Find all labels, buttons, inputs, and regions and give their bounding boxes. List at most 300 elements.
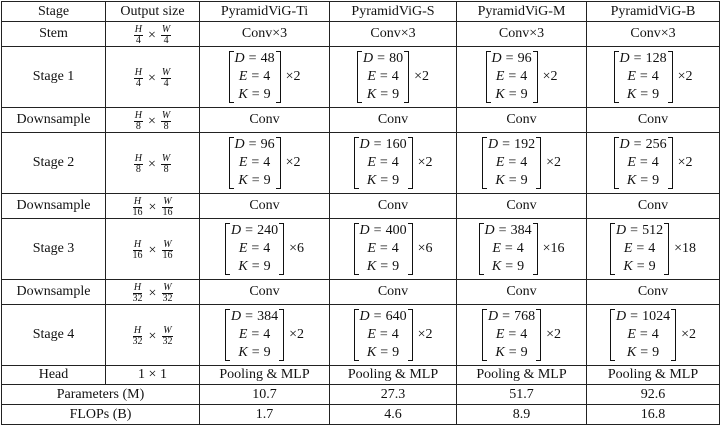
matrix-row-e xyxy=(616,326,670,344)
param-symbol: K xyxy=(238,259,248,274)
config-matrix xyxy=(357,50,409,104)
config-matrix xyxy=(482,308,541,362)
param-value: 160 xyxy=(385,137,407,152)
param-symbol: K xyxy=(626,345,637,360)
output-size xyxy=(130,326,176,347)
matrix-row-k xyxy=(492,86,532,104)
repeat-count: ×16 xyxy=(542,241,565,256)
times-symbol: × xyxy=(147,113,156,129)
param-symbol: E xyxy=(495,327,505,342)
config-matrix xyxy=(479,222,538,276)
height-fraction-numerator: H xyxy=(133,196,142,207)
param-value: 80 xyxy=(389,51,404,66)
cell-pyramidvig-ti: Conv xyxy=(200,108,330,133)
cell-pyramidvig-b: Conv×3 xyxy=(587,22,720,47)
matrix-row-k xyxy=(235,172,275,190)
param-symbol: D xyxy=(359,137,370,152)
matrix-row-k xyxy=(231,258,278,276)
equals-sign: = xyxy=(251,87,260,102)
param-symbol: D xyxy=(359,223,370,238)
param-symbol: K xyxy=(366,173,377,188)
width-fraction xyxy=(161,283,173,304)
config-matrix xyxy=(229,50,281,104)
cell-pyramidvig-b: Conv xyxy=(587,108,720,133)
table-row xyxy=(2,280,720,305)
param-value: 768 xyxy=(514,309,536,324)
param-symbol: K xyxy=(366,87,377,102)
matrix-row-d xyxy=(231,222,278,240)
stage-name: Stage 4 xyxy=(2,305,106,366)
param-value: 9 xyxy=(263,345,271,360)
cell-pyramidvig-m xyxy=(457,47,587,108)
repeat-count: ×2 xyxy=(414,69,429,84)
repeat-count: ×2 xyxy=(677,69,693,84)
header-pyramidvig-m: PyramidViG-M xyxy=(457,2,587,22)
width-fraction xyxy=(161,326,173,347)
cell-pyramidvig-m: Conv xyxy=(457,194,587,219)
cell-pyramidvig-ti: Conv xyxy=(200,194,330,219)
param-symbol: D xyxy=(234,51,245,66)
matrix-row-k xyxy=(363,86,403,104)
table-row xyxy=(2,22,720,47)
param-symbol: E xyxy=(238,327,248,342)
width-fraction-numerator: W xyxy=(161,67,171,78)
repeat-count: ×2 xyxy=(289,327,304,342)
equals-sign: = xyxy=(251,155,260,170)
width-fraction-numerator: W xyxy=(161,24,171,35)
equals-sign: = xyxy=(633,137,642,152)
table-row xyxy=(2,133,720,194)
param-value: 96 xyxy=(260,137,275,152)
header-pyramidvig-ti: PyramidViG-Ti xyxy=(200,2,330,22)
matrix-row-k xyxy=(488,344,535,362)
param-symbol: E xyxy=(495,155,505,170)
height-fraction-numerator: H xyxy=(133,282,142,293)
param-value: 9 xyxy=(652,345,660,360)
matrix-row-k xyxy=(235,86,275,104)
matrix-row-d xyxy=(360,222,407,240)
matrix-row-e xyxy=(235,68,275,86)
param-value: 4 xyxy=(263,327,271,342)
config-matrix xyxy=(486,50,538,104)
matrix-row-e xyxy=(616,240,663,258)
cell-pyramidvig-s xyxy=(330,47,457,108)
matrix-row-d xyxy=(231,308,278,326)
param-value: 9 xyxy=(263,173,271,188)
equals-sign: = xyxy=(505,51,514,66)
matrix-row-k xyxy=(488,172,535,190)
equals-sign: = xyxy=(379,155,388,170)
equals-sign: = xyxy=(248,137,257,152)
equals-sign: = xyxy=(245,223,254,238)
width-fraction-denominator: 16 xyxy=(162,207,173,218)
height-fraction-denominator: 4 xyxy=(135,35,141,46)
matrix-row-d xyxy=(492,50,532,68)
config-matrix xyxy=(614,136,673,190)
output-size-cell xyxy=(106,108,200,133)
output-size-cell xyxy=(106,47,200,108)
header-pyramidvig-s: PyramidViG-S xyxy=(330,2,457,22)
param-symbol: K xyxy=(495,173,505,188)
equals-sign: = xyxy=(508,173,517,188)
equals-sign: = xyxy=(251,327,260,342)
equals-sign: = xyxy=(505,259,514,274)
width-fraction-numerator: W xyxy=(163,282,172,293)
width-fraction-denominator: 4 xyxy=(163,35,169,46)
height-fraction xyxy=(132,283,144,304)
times-symbol: × xyxy=(148,199,157,215)
param-value: 4 xyxy=(391,155,399,170)
equals-sign: = xyxy=(248,51,257,66)
matrix-row-d xyxy=(616,308,670,326)
equals-sign: = xyxy=(373,223,382,238)
matrix-row-d xyxy=(363,50,403,68)
cell-pyramidvig-s: Conv×3 xyxy=(330,22,457,47)
cell-pyramidvig-m: Pooling & MLP xyxy=(457,366,587,385)
output-size xyxy=(132,154,173,175)
stage-name: Stage 3 xyxy=(2,219,106,280)
equals-sign: = xyxy=(639,155,648,170)
equals-sign: = xyxy=(508,69,517,84)
equals-sign: = xyxy=(639,327,648,342)
cell-pyramidvig-s xyxy=(330,219,457,280)
cell-pyramidvig-s xyxy=(330,133,457,194)
times-symbol: × xyxy=(148,285,157,301)
param-symbol: E xyxy=(367,327,376,342)
equals-sign: = xyxy=(380,87,389,102)
equals-sign: = xyxy=(377,51,386,66)
cell-pyramidvig-ti xyxy=(200,219,330,280)
cell-pyramidvig-s: Conv xyxy=(330,280,457,305)
matrix-row-k xyxy=(360,172,407,190)
table-row xyxy=(2,47,720,108)
param-symbol: D xyxy=(616,309,627,324)
param-symbol: K xyxy=(626,173,637,188)
repeat-count: ×6 xyxy=(417,241,433,256)
cell-pyramidvig-m: 8.9 xyxy=(457,405,587,425)
equals-sign: = xyxy=(379,241,388,256)
param-symbol: K xyxy=(238,345,248,360)
param-value: 4 xyxy=(520,327,528,342)
width-fraction xyxy=(161,25,171,46)
param-value: 9 xyxy=(648,259,656,274)
param-value: 9 xyxy=(520,173,528,188)
matrix-row-d xyxy=(616,222,663,240)
table-row xyxy=(2,219,720,280)
equals-sign: = xyxy=(630,309,639,324)
table-row xyxy=(2,108,720,133)
equals-sign: = xyxy=(636,241,645,256)
equals-sign: = xyxy=(502,137,511,152)
config-matrix xyxy=(354,308,413,362)
height-fraction-numerator: H xyxy=(134,24,142,35)
cell-pyramidvig-m: Conv xyxy=(457,108,587,133)
config-matrix xyxy=(354,136,413,190)
block-config xyxy=(357,50,429,104)
output-size-cell xyxy=(106,22,200,47)
equals-sign: = xyxy=(508,87,517,102)
output-size xyxy=(132,25,173,46)
equals-sign: = xyxy=(639,69,648,84)
cell-pyramidvig-m xyxy=(457,305,587,366)
param-value: 9 xyxy=(517,259,525,274)
equals-sign: = xyxy=(640,345,649,360)
param-symbol: E xyxy=(495,69,505,84)
width-fraction-numerator: W xyxy=(161,110,171,121)
param-value: 9 xyxy=(520,87,528,102)
param-value: 4 xyxy=(648,241,656,256)
equals-sign: = xyxy=(379,327,388,342)
param-value: 9 xyxy=(263,259,271,274)
matrix-row-e xyxy=(231,240,278,258)
matrix-row-d xyxy=(235,50,275,68)
output-size xyxy=(130,197,176,218)
cell-pyramidvig-b xyxy=(587,47,720,108)
param-symbol: D xyxy=(616,223,627,238)
param-symbol: D xyxy=(491,51,502,66)
width-fraction-denominator: 8 xyxy=(163,164,169,175)
param-symbol: E xyxy=(627,155,636,170)
repeat-count: ×2 xyxy=(681,327,696,342)
block-config xyxy=(610,308,696,362)
param-value: 4 xyxy=(391,241,399,256)
table-body xyxy=(2,22,720,425)
matrix-row-e xyxy=(363,68,403,86)
matrix-row-d xyxy=(485,222,532,240)
param-value: 4 xyxy=(651,327,659,342)
cell-pyramidvig-s: 4.6 xyxy=(330,405,457,425)
height-fraction-numerator: H xyxy=(134,153,142,164)
equals-sign: = xyxy=(380,345,389,360)
config-matrix xyxy=(225,222,284,276)
cell-pyramidvig-ti: 10.7 xyxy=(200,385,330,405)
height-fraction xyxy=(132,197,144,218)
equals-sign: = xyxy=(380,173,389,188)
matrix-row-d xyxy=(620,50,667,68)
matrix-row-e xyxy=(235,154,275,172)
output-size-cell xyxy=(106,280,200,305)
cell-pyramidvig-ti xyxy=(200,305,330,366)
cell-pyramidvig-b: 16.8 xyxy=(587,405,720,425)
param-value: 9 xyxy=(652,87,660,102)
width-fraction-denominator: 32 xyxy=(162,336,173,347)
matrix-row-e xyxy=(485,240,532,258)
output-size-cell xyxy=(106,219,200,280)
param-value: 512 xyxy=(642,223,664,238)
param-symbol: E xyxy=(238,69,248,84)
matrix-row-d xyxy=(488,308,535,326)
stage-name: Stage 2 xyxy=(2,133,106,194)
equals-sign: = xyxy=(380,259,389,274)
matrix-row-k xyxy=(616,344,670,362)
param-symbol: E xyxy=(627,327,636,342)
height-fraction-denominator: 32 xyxy=(132,293,143,304)
times-symbol: × xyxy=(147,70,156,86)
config-matrix xyxy=(482,136,541,190)
equals-sign: = xyxy=(640,173,649,188)
footer-label: Parameters (M) xyxy=(2,385,200,405)
matrix-row-e xyxy=(488,154,535,172)
param-value: 9 xyxy=(392,259,400,274)
param-symbol: E xyxy=(627,69,636,84)
param-symbol: D xyxy=(359,309,370,324)
param-symbol: E xyxy=(492,241,501,256)
equals-sign: = xyxy=(640,87,649,102)
footer-label: FLOPs (B) xyxy=(2,405,200,425)
equals-sign: = xyxy=(508,345,517,360)
config-matrix xyxy=(614,50,673,104)
param-symbol: D xyxy=(488,137,499,152)
matrix-row-d xyxy=(488,136,535,154)
matrix-row-e xyxy=(620,154,667,172)
matrix-row-k xyxy=(616,258,663,276)
stage-name: Downsample xyxy=(2,280,106,305)
param-value: 4 xyxy=(520,69,528,84)
matrix-row-e xyxy=(492,68,532,86)
param-symbol: K xyxy=(623,259,633,274)
param-symbol: E xyxy=(238,241,248,256)
equals-sign: = xyxy=(508,155,517,170)
width-fraction-numerator: W xyxy=(163,196,172,207)
param-symbol: D xyxy=(234,137,245,152)
height-fraction-denominator: 8 xyxy=(135,121,141,132)
param-symbol: D xyxy=(619,51,630,66)
equals-sign: = xyxy=(373,309,382,324)
architecture-table xyxy=(1,1,720,425)
stage-name: Downsample xyxy=(2,194,106,219)
width-fraction xyxy=(161,154,171,175)
height-fraction-numerator: H xyxy=(134,110,142,121)
param-value: 640 xyxy=(385,309,407,324)
param-symbol: D xyxy=(363,51,374,66)
block-config xyxy=(354,222,433,276)
header-stage: Stage xyxy=(2,2,106,22)
matrix-row-d xyxy=(360,136,407,154)
output-size xyxy=(132,68,173,89)
output-size-cell xyxy=(106,366,200,385)
param-value: 4 xyxy=(651,69,659,84)
stage-name: Stem xyxy=(2,22,106,47)
matrix-row-d xyxy=(620,136,667,154)
repeat-count: ×2 xyxy=(546,155,561,170)
matrix-row-k xyxy=(360,344,407,362)
repeat-count: ×2 xyxy=(417,327,433,342)
height-fraction-denominator: 4 xyxy=(135,78,141,89)
matrix-row-e xyxy=(360,326,407,344)
param-symbol: E xyxy=(238,155,248,170)
block-config xyxy=(354,308,433,362)
param-value: 1024 xyxy=(642,309,671,324)
repeat-count: ×2 xyxy=(542,69,558,84)
cell-pyramidvig-m: Conv xyxy=(457,280,587,305)
equals-sign: = xyxy=(630,223,639,238)
equals-sign: = xyxy=(245,309,254,324)
param-value: 4 xyxy=(651,155,659,170)
equals-sign: = xyxy=(508,327,517,342)
param-symbol: D xyxy=(488,309,499,324)
cell-pyramidvig-b xyxy=(587,219,720,280)
matrix-row-k xyxy=(620,86,667,104)
param-value: 128 xyxy=(645,51,667,66)
param-symbol: E xyxy=(623,241,633,256)
width-fraction xyxy=(161,68,171,89)
output-size xyxy=(130,240,176,261)
config-matrix xyxy=(225,308,284,362)
param-value: 96 xyxy=(517,51,532,66)
block-config xyxy=(225,308,304,362)
matrix-row-e xyxy=(620,68,667,86)
width-fraction xyxy=(161,111,171,132)
block-config xyxy=(479,222,565,276)
param-symbol: K xyxy=(366,259,377,274)
block-config xyxy=(225,222,304,276)
cell-pyramidvig-s: 27.3 xyxy=(330,385,457,405)
output-size-text: 1 × 1 xyxy=(138,367,167,382)
repeat-count: ×2 xyxy=(285,69,301,84)
param-value: 9 xyxy=(263,87,271,102)
cell-pyramidvig-ti xyxy=(200,133,330,194)
matrix-row-e xyxy=(360,154,407,172)
repeat-count: ×18 xyxy=(674,241,696,256)
height-fraction-numerator: H xyxy=(133,239,142,250)
cell-pyramidvig-s: Conv xyxy=(330,108,457,133)
matrix-row-k xyxy=(360,258,407,276)
param-symbol: E xyxy=(367,69,376,84)
param-value: 4 xyxy=(263,155,271,170)
header-row xyxy=(2,2,720,22)
height-fraction-numerator: H xyxy=(133,325,142,336)
param-symbol: D xyxy=(231,223,242,238)
param-value: 4 xyxy=(263,69,271,84)
height-fraction xyxy=(134,111,143,132)
param-value: 9 xyxy=(392,345,400,360)
param-symbol: D xyxy=(484,223,495,238)
param-value: 9 xyxy=(392,87,400,102)
height-fraction xyxy=(132,326,144,347)
cell-pyramidvig-b: Conv xyxy=(587,280,720,305)
param-symbol: K xyxy=(491,259,502,274)
matrix-row-k xyxy=(620,172,667,190)
cell-pyramidvig-ti: 1.7 xyxy=(200,405,330,425)
width-fraction xyxy=(161,240,173,261)
width-fraction-numerator: W xyxy=(163,325,172,336)
equals-sign: = xyxy=(251,241,260,256)
stage-name: Head xyxy=(2,366,106,385)
height-fraction-denominator: 32 xyxy=(132,336,143,347)
width-fraction-denominator: 32 xyxy=(162,293,173,304)
repeat-count: ×2 xyxy=(285,155,301,170)
cell-pyramidvig-ti: Conv×3 xyxy=(200,22,330,47)
param-symbol: K xyxy=(238,173,248,188)
param-value: 4 xyxy=(520,155,528,170)
block-config xyxy=(486,50,558,104)
output-size-cell xyxy=(106,194,200,219)
height-fraction-denominator: 16 xyxy=(132,207,143,218)
repeat-count: ×2 xyxy=(546,327,561,342)
matrix-row-k xyxy=(231,344,278,362)
cell-pyramidvig-m xyxy=(457,133,587,194)
block-config xyxy=(229,136,301,190)
equals-sign: = xyxy=(502,309,511,324)
table-row xyxy=(2,405,720,425)
table-row xyxy=(2,385,720,405)
height-fraction-numerator: H xyxy=(134,67,142,78)
repeat-count: ×2 xyxy=(677,155,693,170)
cell-pyramidvig-s xyxy=(330,305,457,366)
param-value: 9 xyxy=(652,173,660,188)
height-fraction xyxy=(134,25,143,46)
config-matrix xyxy=(354,222,413,276)
